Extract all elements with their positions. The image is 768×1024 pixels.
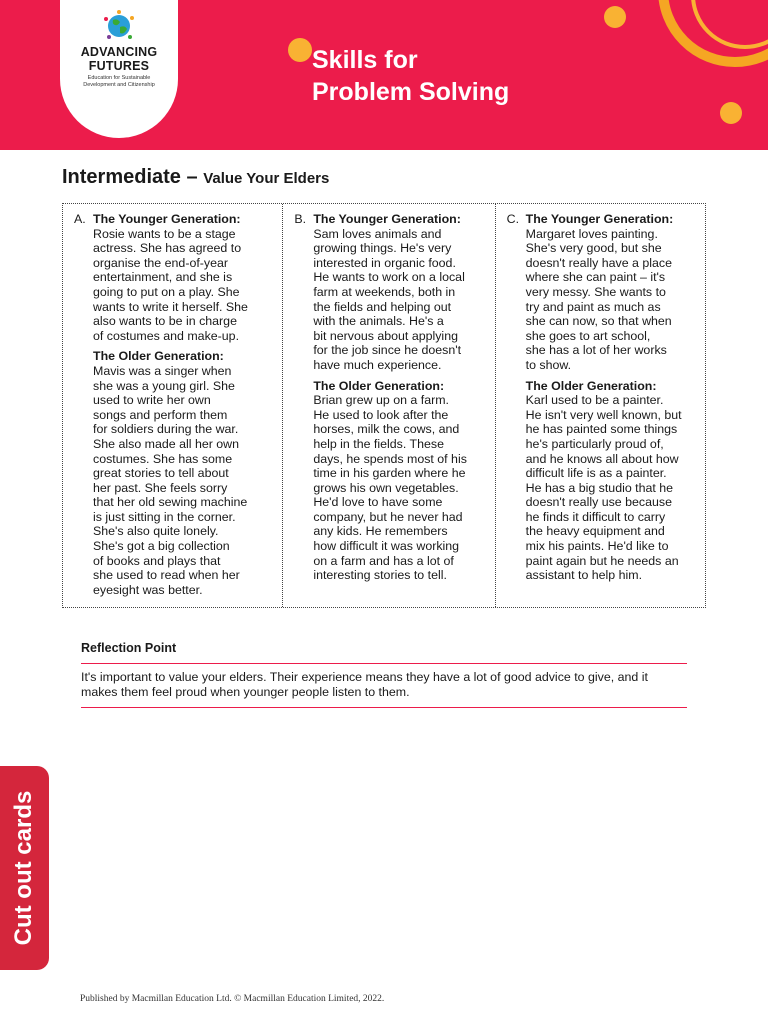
text-line: mix his paints. He'd like to (525, 539, 669, 554)
globe-icon (101, 10, 137, 42)
card-body (510, 212, 701, 583)
older-text (313, 393, 490, 583)
text-line: time in his garden where he (313, 466, 466, 481)
title-separator: – (180, 166, 204, 188)
text-line: and he knows all about how (525, 451, 679, 466)
text-line: paint again but he needs an (525, 553, 679, 568)
reflection-line-1: It's important to value your elders. Their experience means they have a lot of good advice to give, and it (81, 670, 648, 684)
text-line: the fields and helping out (313, 299, 452, 314)
text-line: she used to read when her (93, 568, 240, 583)
text-line: costumes. She has some (93, 451, 233, 466)
text-line: songs and perform them (93, 407, 228, 422)
text-line: doesn't really have a place (525, 255, 672, 270)
text-line: Brian grew up on a farm. (313, 393, 449, 408)
younger-generation (93, 212, 278, 343)
text-line: she was a young girl. She (93, 378, 235, 393)
header-banner (0, 0, 768, 150)
text-line: doesn't really use because (525, 495, 672, 510)
cut-out-cards (62, 203, 706, 608)
text-line: her past. She feels sorry (93, 480, 228, 495)
text-line: help in the fields. These (313, 436, 444, 451)
text-line: great stories to tell about (93, 466, 229, 481)
text-line: organise the end-of-year (93, 255, 229, 270)
younger-text (526, 227, 701, 373)
reflection-title: Reflection Point (81, 641, 177, 655)
text-line: he has painted some things (525, 422, 678, 437)
text-line: that her old sewing machine (93, 495, 248, 510)
header-title-line2: Problem Solving (312, 78, 510, 106)
text-line: She's very good, but she (525, 241, 662, 256)
text-line: Mavis was a singer when (93, 363, 232, 378)
text-line: interested in organic food. (313, 255, 456, 270)
text-line: horses, milk the cows, and (313, 422, 460, 437)
text-line: she has a lot of her works (525, 343, 667, 358)
card-letter: B. (294, 212, 307, 226)
card-c (495, 204, 705, 607)
card-body (297, 212, 490, 583)
text-line: going to put on a play. She (93, 284, 240, 299)
text-line: to show. (525, 357, 572, 372)
younger-heading: The Younger Generation: (313, 212, 461, 226)
text-line: she can now, so that when (525, 314, 672, 329)
text-line: very messy. She wants to (525, 284, 666, 299)
text-line: He'd love to have some (313, 495, 443, 510)
text-line: farm at weekends, both in (313, 284, 456, 299)
text-line: of books and plays that (93, 553, 221, 568)
text-line: he finds it difficult to carry (525, 509, 666, 524)
reflection-line-2: makes them feel proud when younger people listen to them. (81, 685, 410, 699)
text-line: He isn't very well known, but (525, 407, 682, 422)
text-line: the heavy equipment and (525, 524, 665, 539)
deco-dot-top (604, 6, 626, 28)
logo-tagline-line2: Development and Citizenship (83, 81, 155, 88)
reflection-text (81, 670, 687, 700)
page-title (62, 166, 329, 189)
younger-heading: The Younger Generation: (525, 212, 674, 226)
text-line: entertainment, and she is (93, 270, 233, 285)
deco-ring-outer (663, 0, 768, 62)
text-line: how difficult it was working (313, 539, 460, 554)
text-line: grows his own vegetables. (313, 480, 459, 495)
text-line: He has a big studio that he (525, 480, 674, 495)
older-text (93, 364, 278, 598)
text-line: He used to look after the (313, 407, 449, 422)
text-line: growing things. He's very (313, 241, 452, 256)
deco-ring-inner (693, 0, 768, 47)
text-line: also wants to be in charge (93, 314, 237, 329)
page-level: Intermediate (62, 166, 181, 188)
older-generation (526, 379, 701, 583)
text-line: assistant to help him. (525, 568, 643, 583)
logo-name-line2: FUTURES (88, 59, 150, 73)
older-text (526, 393, 701, 583)
text-line: used to write her own (93, 393, 211, 408)
deco-dot-left (288, 38, 312, 62)
older-heading: The Older Generation: (93, 349, 224, 364)
footer-copyright: Published by Macmillan Education Ltd. © Macmillan Education Limited, 2022. (80, 994, 385, 1004)
text-line: She's also quite lonely. (93, 524, 219, 539)
text-line: actress. She has agreed to (93, 241, 242, 256)
logo-tagline-line1: Education for Sustainable (87, 75, 151, 81)
reflection-rule-bottom (81, 707, 687, 708)
text-line: interesting stories to tell. (313, 568, 447, 583)
text-line: She's got a big collection (93, 539, 230, 554)
card-b (282, 204, 494, 607)
text-line: she goes to art school, (525, 328, 651, 343)
logo (60, 0, 178, 138)
text-line: of costumes and make-up. (93, 328, 240, 343)
text-line: Rosie wants to be a stage (93, 226, 236, 241)
deco-dot-right (720, 102, 742, 124)
text-line: bit nervous about applying (313, 328, 458, 343)
older-heading: The Older Generation: (313, 378, 445, 393)
older-generation (93, 349, 278, 597)
cut-out-cards-label: Cut out cards (10, 790, 37, 946)
logo-name (60, 45, 178, 73)
text-line: have much experience. (313, 357, 442, 372)
text-line: any kids. He remembers (313, 524, 448, 539)
text-line: wants to write it herself. She (93, 299, 248, 314)
text-line: he's particularly proud of, (525, 436, 664, 451)
text-line: try and paint as much as (525, 299, 661, 314)
text-line: She also made all her own (93, 436, 240, 451)
text-line: Sam loves animals and (313, 226, 442, 241)
younger-generation (313, 212, 490, 373)
text-line: company, but he never had (313, 509, 463, 524)
card-a (63, 204, 282, 607)
reflection-rule-top (81, 663, 687, 664)
logo-name-line1: ADVANCING (80, 45, 158, 59)
text-line: is just sitting in the corner. (93, 509, 236, 524)
text-line: for soldiers during the war. (93, 422, 239, 437)
card-letter: C. (506, 212, 520, 226)
younger-generation (526, 212, 701, 373)
older-heading: The Older Generation: (525, 378, 657, 393)
header-title (312, 44, 509, 108)
text-line: Margaret loves painting. (525, 226, 658, 241)
logo-tagline (60, 75, 178, 88)
card-letter: A. (74, 212, 86, 226)
text-line: on a farm and has a lot of (313, 553, 454, 568)
younger-heading: The Younger Generation: (93, 212, 241, 226)
text-line: Karl used to be a painter. (525, 393, 664, 408)
page-topic: Value Your Elders (203, 170, 330, 187)
text-line: for the job since he doesn't (313, 343, 462, 358)
younger-text (313, 227, 490, 373)
text-line: difficult life is as a painter. (525, 466, 667, 481)
header-title-line1: Skills for (312, 46, 418, 74)
text-line: where she can paint – it's (525, 270, 666, 285)
text-line: eyesight was better. (93, 582, 203, 597)
card-body (77, 212, 278, 597)
text-line: days, he spends most of his (313, 451, 467, 466)
text-line: He wants to work on a local (313, 270, 465, 285)
older-generation (313, 379, 490, 583)
text-line: with the animals. He's a (313, 314, 444, 329)
younger-text (93, 227, 278, 344)
